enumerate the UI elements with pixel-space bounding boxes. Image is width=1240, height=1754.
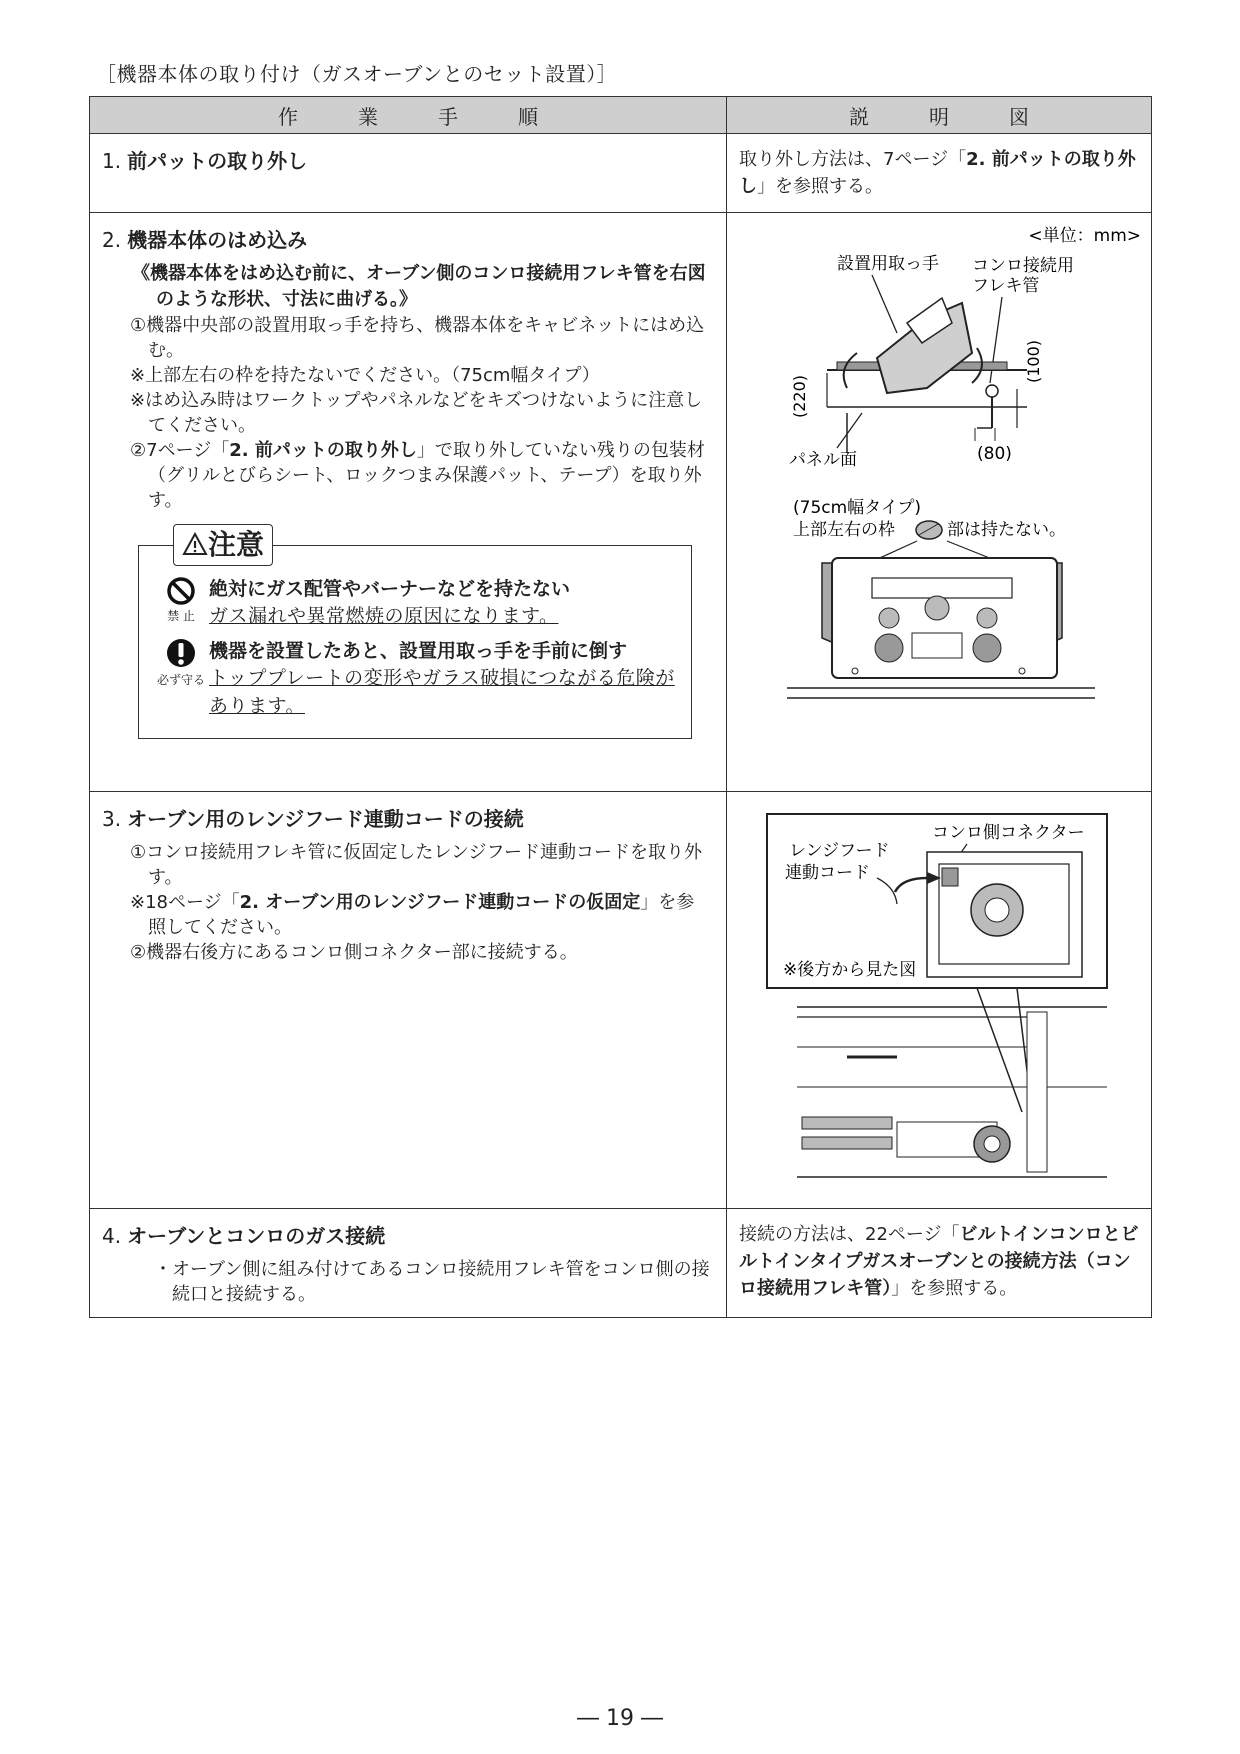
panel-label: パネル面 [789,450,857,470]
list-item: ①機器中央部の設置用取っ手を持ち、機器本体をキャビネットにはめ込む。 [130,315,705,361]
dimension-100: (100) [1024,339,1043,383]
step-title: 1. 前パットの取り外し [102,149,308,173]
caution-description: ガス漏れや異常燃焼の原因になります。 [209,605,559,627]
table-row [90,213,1152,792]
bend-note: 《機器本体をはめ込む前に、オーブン側のコンロ接続用フレキ管を右図のような形状、寸法に曲げる。》 [132,263,706,310]
connector-diagram [727,792,1149,1204]
caution-description: トッププレートの変形やガラス破損につながる危険があります。 [209,667,675,717]
table-header-row [90,97,1152,134]
connector-label: コンロ側コネクター [932,823,1085,843]
list-item: ・オーブン側に組み付けてあるコンロ接続用フレキ管をコンロ側の接続口と接続する。 [154,1259,710,1305]
handle-label: 設置用取っ手 [837,254,939,274]
dimension-80: (80) [977,444,1012,464]
header-work-steps: 作 業 手 順 [90,97,727,134]
unit-label: <単位：mm> [1028,226,1141,246]
prohibited-icon [166,576,196,606]
table-row [90,792,1152,1209]
list-item: ②機器右後方にあるコンロ側コネクター部に接続する。 [130,942,578,963]
step-title: 4. オーブンとコンロのガス接続 [102,1224,386,1248]
list-item: ※上部左右の枠を持たないでください。（75cm幅タイプ） [130,365,600,386]
caution-box [138,528,692,739]
caution-heading: 絶対にガス配管やバーナーなどを持たない [209,578,571,600]
step-title: 2. 機器本体のはめ込み [102,228,308,252]
caution-label: 注意 [173,524,273,566]
caution-item [153,576,677,630]
mandatory-label: 必ず守る [156,673,205,687]
warning-triangle-icon [182,532,208,556]
reference-text: 接続の方法は、22ページ「ビルトインコンロとビルトインタイプガスオーブンとの接続方法（コンロ接続用フレキ管）」を参照する。 [739,1224,1139,1299]
section-title: ［機器本体の取り付け（ガスオーブンとのセット設置）］ [96,62,618,86]
reference-text: 取り外し方法は、7ページ「2. 前パットの取り外し」を参照する。 [739,149,1136,197]
list-item: ※はめ込み時はワークトップやパネルなどをキズつけないように注意してください。 [130,390,703,436]
flex-pipe-label-2: フレキ管 [972,276,1040,296]
table-row [90,1209,1152,1318]
caution-item [153,638,677,720]
list-item: ①コンロ接続用フレキ管に仮固定したレンジフード連動コードを取り外す。 [130,842,702,888]
dimension-220: (220) [790,374,809,418]
list-item: ※18ページ「2. オーブン用のレンジフード連動コードの仮固定」を参照してください。 [130,892,695,938]
prohibited-label: 禁 止 [167,609,195,623]
rear-view-label: ※後方から見た図 [783,960,917,980]
list-item: ②7ページ「2. 前パットの取り外し」で取り外していない残りの包装材（グリルとびらシート、ロックつまみ保護パット、テープ）を取り外す。 [130,440,705,511]
header-explanation-figure: 説 明 図 [727,97,1152,134]
installation-diagram [727,213,1149,787]
caution-heading: 機器を設置したあと、設置用取っ手を手前に倒す [209,640,628,662]
frame-label-suffix: 部は持たない。 [947,520,1066,540]
frame-label-prefix: 上部左右の枠 [793,520,895,540]
cord-label-1: レンジフード [789,841,890,861]
page-number: ― 19 ― [577,1706,663,1731]
type-75cm-label: (75cm幅タイプ) [793,498,921,518]
procedure-table [89,96,1152,1318]
mandatory-icon [166,638,196,670]
cord-label-2: 連動コード [785,863,870,883]
table-row [90,134,1152,213]
step-title: 3. オーブン用のレンジフード連動コードの接続 [102,807,524,831]
flex-pipe-label-1: コンロ接続用 [972,256,1074,276]
